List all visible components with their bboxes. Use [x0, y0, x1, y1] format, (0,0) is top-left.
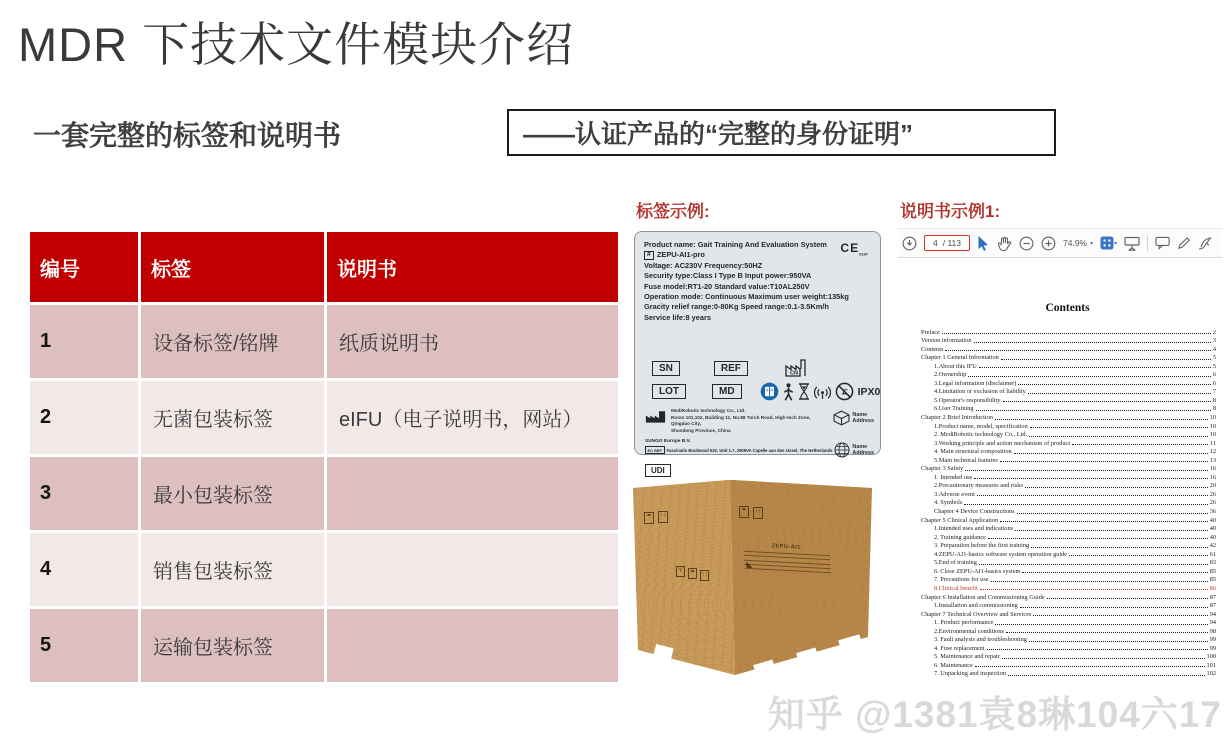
package-cube-icon — [833, 410, 850, 426]
toc-entry: 2.Ownership 6 — [934, 371, 1216, 379]
toc-entry: 2.Environmental conditions 98 — [934, 627, 1216, 635]
table-row-no: 4 — [30, 533, 138, 606]
table-row-manual: 纸质说明书 — [327, 305, 618, 378]
pallet-notch — [652, 644, 673, 664]
table-row-label: 运输包装标签 — [141, 609, 324, 682]
zoom-out-icon[interactable] — [1019, 236, 1034, 251]
toc-entry: Chapter 6 Installation and Commissioning Guide 87 — [921, 593, 1216, 601]
label-service-life: Service life:8 years — [644, 312, 711, 322]
label-operation: Operation mode: Continuous Maximum user weight:135kg — [644, 292, 849, 302]
toc-entry: 6.User Training 8 — [934, 405, 1216, 413]
label-symbol-row-2 — [652, 382, 880, 401]
select-tool-icon[interactable] — [977, 236, 990, 251]
toc-entry: Chapter 5 Clinical Application 40 — [921, 516, 1216, 524]
toc-entry: Chapter 4 Device Constructions 36 — [934, 508, 1216, 516]
table-row-no: 3 — [30, 457, 138, 530]
toc-entry: Chapter 3 Safety 16 — [921, 465, 1216, 473]
shipping-crate-image — [626, 474, 876, 686]
toc-entry: Chapter 2 Brief Introduction 10 — [921, 414, 1216, 422]
table-header-manual: 说明书 — [327, 232, 618, 302]
zoom-in-icon[interactable] — [1041, 236, 1056, 251]
ec-rep-company: SUNGO Europe B.V. — [645, 439, 691, 444]
toc-entry: 4.ZEPU-AI1-basics software system operation guide 61 — [934, 550, 1216, 558]
table-row-label: 设备标签/铭牌 — [141, 305, 324, 378]
contents-title: Contents — [1045, 302, 1090, 314]
pdf-toolbar — [898, 228, 1222, 258]
keep-dry-icon: ☂ — [739, 506, 749, 518]
table-row-manual — [327, 457, 618, 530]
toc-entry: 1. Product performance 94 — [934, 619, 1216, 627]
toc-entry: 6. Maintenance 101 — [934, 661, 1216, 669]
follow-instructions-icon — [760, 382, 779, 401]
watermark: 知乎 @1381袁8琳104六17 — [767, 694, 1222, 735]
toc-entry: 5. Maintenance and repair 100 — [934, 653, 1216, 661]
callout-box: ——认证产品的“完整的身份证明” — [507, 109, 1056, 156]
manufacturer-address1: Room 101,102, Building 11, No.88 Torch Road, High-tech Zone, Qingdao City, — [671, 414, 811, 427]
ipx-rating: IPX0 — [857, 385, 881, 398]
toc-entry: 4. Symbols 26 — [934, 499, 1216, 507]
label-example-heading: 标签示例: — [636, 202, 710, 221]
toc-entry: 1. Intended use 16 — [934, 473, 1216, 481]
medical-device-icon: MD — [712, 384, 742, 399]
toc-entry: 1.Installation and commissioning 87 — [934, 602, 1216, 610]
toc-entry: 6. Close ZEPU-AI1-basics system 85 — [934, 567, 1216, 575]
toc-entry: 4.Limitation or exclusion of liability 7 — [934, 388, 1216, 396]
toc-list — [921, 327, 1216, 677]
toc-entry: 3.Adverse event 26 — [934, 490, 1216, 498]
globe-icon — [834, 442, 850, 458]
operator-figure-icon — [783, 383, 794, 401]
toc-entry: 1.Product name, model, specification 10 — [934, 422, 1216, 430]
catalogue-number-icon: REF — [714, 361, 748, 376]
toc-entry: 3. Fault analysis and troubleshooting 99 — [934, 636, 1216, 644]
toc-entry: Chapter 1 General Information 5 — [921, 354, 1216, 362]
table-row-label: 最小包装标签 — [141, 457, 324, 530]
label-model: ZEPU-AI1-pro — [656, 250, 705, 260]
table-row-label: 销售包装标签 — [141, 533, 324, 606]
current-page[interactable]: 4 — [933, 238, 938, 248]
lot-number-icon: LOT — [652, 384, 686, 399]
ec-rep-address: Fascinatio Boulevard 522, Unit 1.7, 2909VA Capelle aan den IJssel, The Netherlands — [666, 447, 833, 453]
toc-entry: Chapter 7 Technical Overview and Services 94 — [921, 610, 1216, 618]
page-indicator[interactable] — [924, 235, 970, 251]
udi-icon: UDI — [645, 464, 671, 477]
label-fuse: Fuse model:RT1-20 Standard value:T10AL250V — [644, 281, 810, 291]
crate-model-text: ZEPU-AI1 — [771, 543, 802, 551]
toc-entry: 3. Preparation before the first training 42 — [934, 542, 1216, 550]
toc-entry: 5.Main technical features 13 — [934, 456, 1216, 464]
page-title: MDR 下技术文件模块介绍 — [18, 18, 575, 71]
table-header-label: 标签 — [141, 232, 324, 302]
toc-entry: 2.Precautionary measures and risks 20 — [934, 482, 1216, 490]
table-row-no: 5 — [30, 609, 138, 682]
this-way-up-icon: ↑↑ — [700, 570, 709, 581]
label-voltage: Voltage: AC230V Frequency:50HZ — [644, 260, 763, 270]
table-row-manual: eIFU（电子说明书，网站） — [327, 381, 618, 454]
manufacturer-address2: Shandong Province, China — [671, 427, 731, 433]
label-gravity: Gracity relief range:0-80Kg Speed range:0.1-3.5Km/h — [644, 302, 829, 312]
comment-icon[interactable] — [1155, 236, 1170, 250]
model-number-icon: # — [644, 251, 654, 260]
toc-entry: 7. Precautions for use 85 — [934, 576, 1216, 584]
manufacturer-icon — [645, 409, 666, 424]
toc-entry: 7. Unpacking and inspection 102 — [934, 670, 1216, 678]
label-symbol-row-1 — [652, 358, 810, 378]
toc-entry: Contents 4 — [921, 345, 1216, 353]
table-row-label: 无菌包装标签 — [141, 381, 324, 454]
country-of-manufacture-icon — [784, 358, 810, 378]
keep-dry-icon: ☂ — [688, 568, 697, 579]
total-pages: / 113 — [942, 238, 962, 248]
toc-entry: Version information 3 — [921, 337, 1216, 345]
fill-sign-icon[interactable] — [1198, 236, 1214, 250]
toc-entry: 8.Clinical benefit 86 — [934, 584, 1216, 592]
toc-entry: 4. Main structural composition 12 — [934, 448, 1216, 456]
ec-rep-icon: EC REP — [645, 446, 665, 454]
label-security: Security type:Class I Type B Input power:950VA — [644, 271, 812, 281]
fragile-icon: Y — [676, 566, 685, 577]
svg-text:CN: CN — [789, 370, 798, 377]
chevron-down-icon: ▾ — [1090, 240, 1094, 247]
table-row-no: 2 — [30, 381, 138, 454]
toc-entry: 2. MediRobotic technology Co., Ltd. 10 — [934, 431, 1216, 439]
manual-example-heading: 说明书示例1: — [900, 202, 1001, 221]
table-row-no: 1 — [30, 305, 138, 378]
toc-entry: Preface 2 — [921, 328, 1216, 336]
crate-shipping-label — [743, 542, 831, 573]
toc-entry: 3.Legal information (disclaimer) 6 — [934, 379, 1216, 387]
toc-entry: 3.Working principle and action mechanism of product 11 — [934, 439, 1216, 447]
toc-entry: 1.About this IFU 5 — [934, 362, 1216, 370]
keep-dry-icon: ☂ — [644, 512, 654, 524]
serial-number-icon: SN — [652, 361, 680, 376]
page-view-icon[interactable] — [1100, 236, 1117, 250]
rf-transmitter-icon — [814, 383, 831, 400]
subtitle: 一套完整的标签和说明书 — [33, 120, 342, 151]
toc-entry: 5.Operator's responsibility 8 — [934, 396, 1216, 404]
toc-entry: 2. Training guidance 40 — [934, 533, 1216, 541]
this-way-up-icon: ↑↑ — [753, 507, 763, 519]
label-manual-table — [30, 232, 618, 682]
globe-name-address: Name Address — [834, 442, 874, 458]
draw-pencil-icon[interactable] — [1177, 236, 1191, 250]
device-label-image — [634, 231, 881, 475]
label-model-line — [644, 250, 871, 260]
toolbar-divider — [1147, 235, 1148, 252]
zoom-level[interactable]: 74.9% ▾ — [1063, 238, 1094, 248]
hourglass-icon — [798, 383, 810, 400]
label-product-name: Product name: Gait Training And Evaluation System — [644, 240, 827, 249]
table-row-manual — [327, 533, 618, 606]
crate-manufacturer-glyph: ◣ — [746, 559, 753, 570]
manufacturer-name: MediRobotic technology Co., Ltd. — [671, 408, 746, 413]
hand-tool-icon[interactable] — [997, 236, 1012, 251]
table-row-manual — [327, 609, 618, 682]
download-icon[interactable] — [902, 236, 917, 251]
toc-entry: 1.Intended uses and indications 40 — [934, 525, 1216, 533]
toc-entry: 4. Fuse replacement 99 — [934, 644, 1216, 652]
prohibition-icon — [835, 382, 854, 401]
table-header-no: 编号 — [30, 232, 138, 302]
toc-entry: 5.End of training 83 — [934, 559, 1216, 567]
presentation-mode-icon[interactable] — [1124, 236, 1140, 251]
pdf-page — [905, 268, 1230, 692]
package-name-address: Name Address — [833, 410, 874, 426]
chevron-down-icon: ▾ — [1114, 240, 1118, 247]
this-way-up-icon: ↑↑ — [658, 511, 668, 523]
ce-mark-icon: $CE_{0197}$ — [840, 241, 868, 257]
